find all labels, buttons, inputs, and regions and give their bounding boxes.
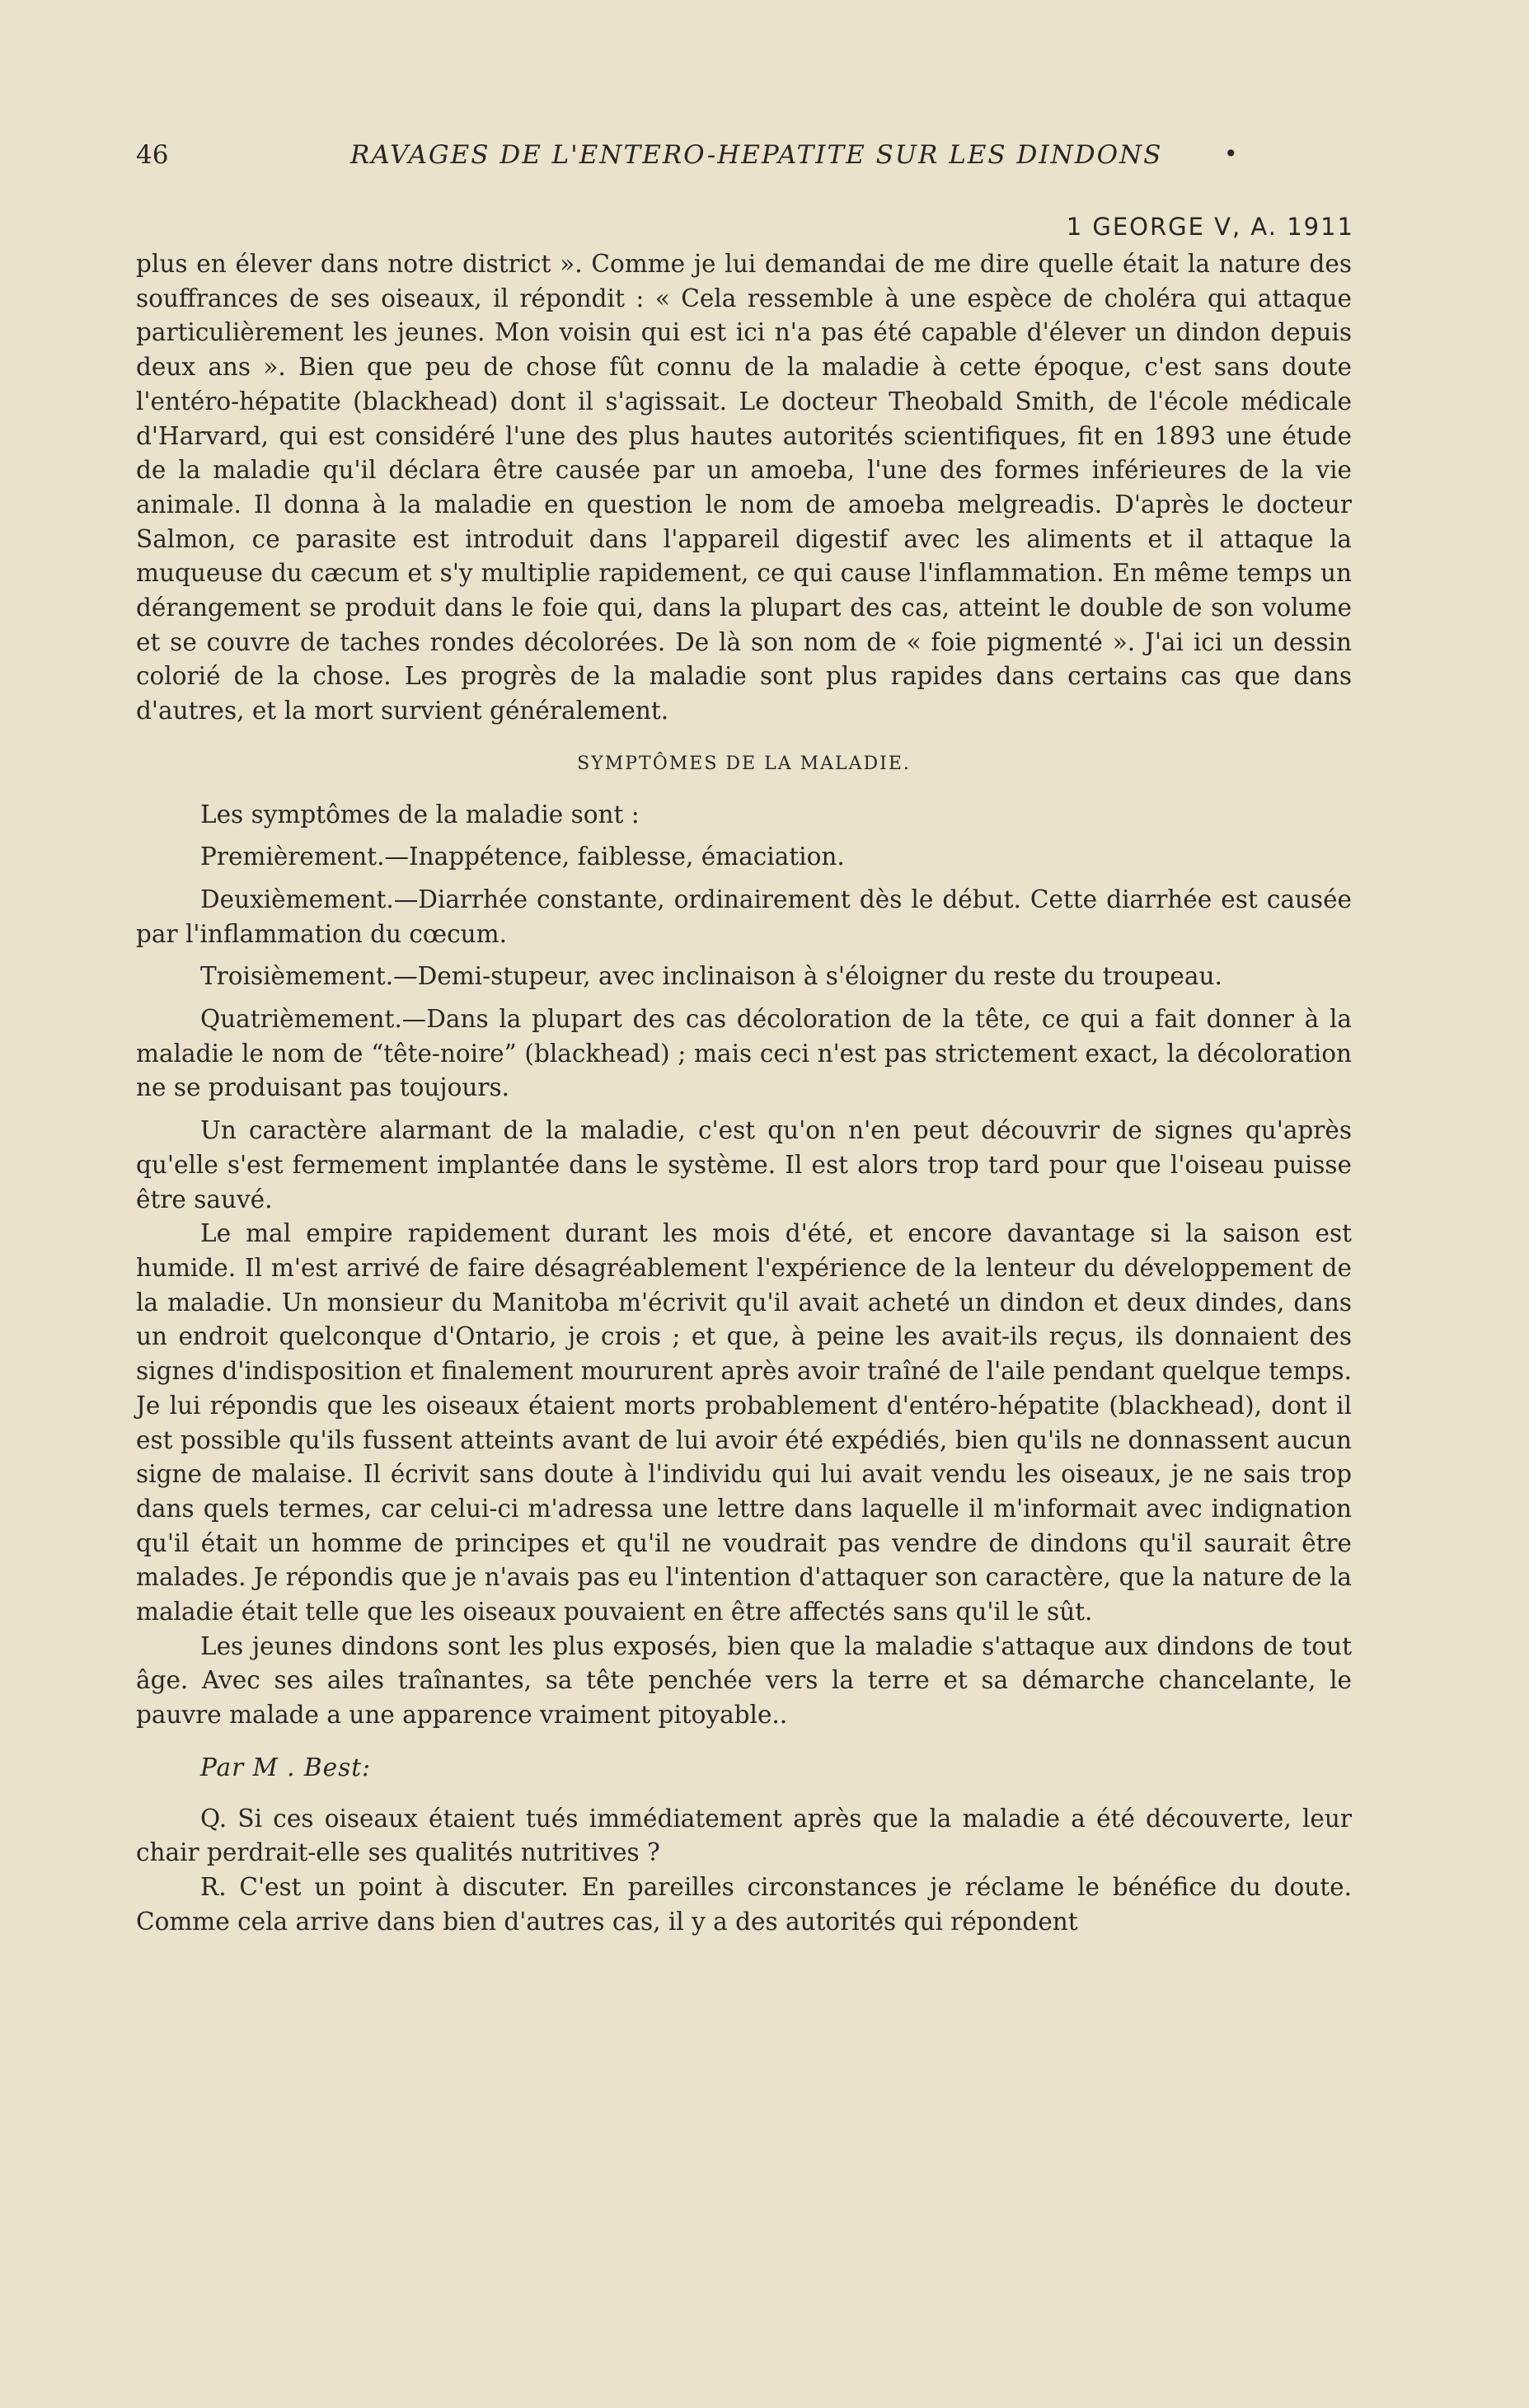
paragraph-3: Le mal empire rapidement durant les mois d'été, et encore davantage si la saison est humide. Il m'est arrivé de faire désagréablement l'expérience de la lenteur du développement de la maladie. Un monsieur du Manitoba m'écrivit qu'il avait acheté un dindon et deux dindes, dans un endroit quelconque d'Ontario, je crois ; et que, à peine les avait-ils reçus, ils donnaient des signes d'indisposition et finalement moururent après avoir traîné de l'aile pendant quelque temps. Je lui répondis que les oiseaux étaient morts probablement d'entéro-hépatite (blackhead), dont il est possible qu'ils fussent atteints avant de lui avoir été expédiés, bien qu'ils ne donnassent aucun signe de malaise. Il écrivit sans doute à l'individu qui lui avait vendu les oiseaux, je ne sais trop dans quels termes, car celui-ci m'adressa une lettre dans laquelle il m'informait avec indignation qu'il était un homme de principes et qu'il ne voudrait pas vendre de dindons qu'il saurait être malades. Je répondis que je n'avais pas eu l'intention d'attaquer son caractère, que la nature de la maladie était telle que les oiseaux pouvaient en être affectés sans qu'il le sût.: [136, 1219, 1352, 1626]
speaker-label: Par M . Best:: [200, 1753, 371, 1781]
symptom-3: Troisièmement.—Demi-stupeur, avec inclinaison à s'éloigner du reste du troupeau.: [200, 962, 1222, 991]
section-heading: SYMPTÔMES DE LA MALADIE.: [577, 753, 911, 774]
symptoms-intro: Les symptômes de la maladie sont :: [200, 800, 640, 828]
page-header: [136, 140, 1356, 176]
symptom-1: Premièrement.—Inappétence, faiblesse, émaciation.: [200, 843, 845, 871]
answer: R. C'est un point à discuter. En pareilles circonstances je réclame le bénéfice du doute. Comme cela arrive dans bien d'autres cas, il y a des autorités qui répondent: [136, 1872, 1352, 1936]
question: Q. Si ces oiseaux étaient tués immédiatement après que la maladie a été découverte, leur chair perdrait-elle ses qualités nutritives ?: [136, 1804, 1352, 1867]
paragraph-2: Un caractère alarmant de la maladie, c'est qu'on n'en peut découvrir de signes qu'après qu'elle s'est fermement implantée dans le système. Il est alors trop tard pour que l'oiseau puisse être sauvé.: [136, 1116, 1352, 1213]
symptom-4: Quatrièmement.—Dans la plupart des cas décoloration de la tête, ce qui a fait donner à la maladie le nom de “tête-noire” (blackhead) ; mais ceci n'est pas strictement exact, la décoloration ne se produisant pas toujours.: [136, 1005, 1352, 1102]
paragraph-1: plus en élever dans notre district ». Comme je lui demandai de me dire quelle était la nature des souffrances de ses oiseaux, il répondit : « Cela ressemble à une espèce de choléra qui attaque particulièrement les jeunes. Mon voisin qui est ici n'a pas été capable d'élever un dindon depuis deux ans ». Bien que peu de chose fût connu de la maladie à cette époque, c'est sans doute l'entéro-hépatite (blackhead) dont il s'agissait. Le docteur Theobald Smith, de l'école médicale d'Harvard, qui est considéré l'une des plus hautes autorités scientifiques, fit en 1893 une étude de la maladie qu'il déclara être causée par un amoeba, l'une des formes inférieures de la vie animale. Il donna à la maladie en question le nom de amoeba melgreadis. D'après le docteur Salmon, ce parasite est introduit dans l'appareil digestif avec les aliments et il attaque la muqueuse du cæcum et s'y multiplie rapidement, ce qui cause l'inflammation. En même temps un dérangement se produit dans le foie qui, dans la plupart des cas, atteint le double de son volume et se couvre de taches rondes décolorées. De là son nom de « foie pigmenté ». J'ai ici un dessin colorié de la chose. Les progrès de la maladie sont plus rapides dans certains cas que dans d'autres, et la mort survient généralement.: [136, 250, 1352, 725]
paragraph-4: Les jeunes dindons sont les plus exposés, bien que la maladie s'attaque aux dindons de tout âge. Avec ses ailes traînantes, sa tête penchée vers la terre et sa démarche chancelante, le pauvre malade a une apparence vraiment pitoyable..: [136, 1631, 1352, 1730]
session-label: 1 GEORGE V, A. 1911: [1066, 213, 1354, 241]
body-text: [136, 247, 1352, 1939]
symptom-2: Deuxièmement.—Diarrhée constante, ordinairement dès le début. Cette diarrhée est causée par l'inflammation du cœcum.: [136, 885, 1352, 948]
header-mark: •: [1224, 140, 1238, 167]
page-number: 46: [136, 140, 169, 170]
running-title: RAVAGES DE L'ENTERO-HEPATITE SUR LES DINDONS: [350, 140, 1163, 170]
